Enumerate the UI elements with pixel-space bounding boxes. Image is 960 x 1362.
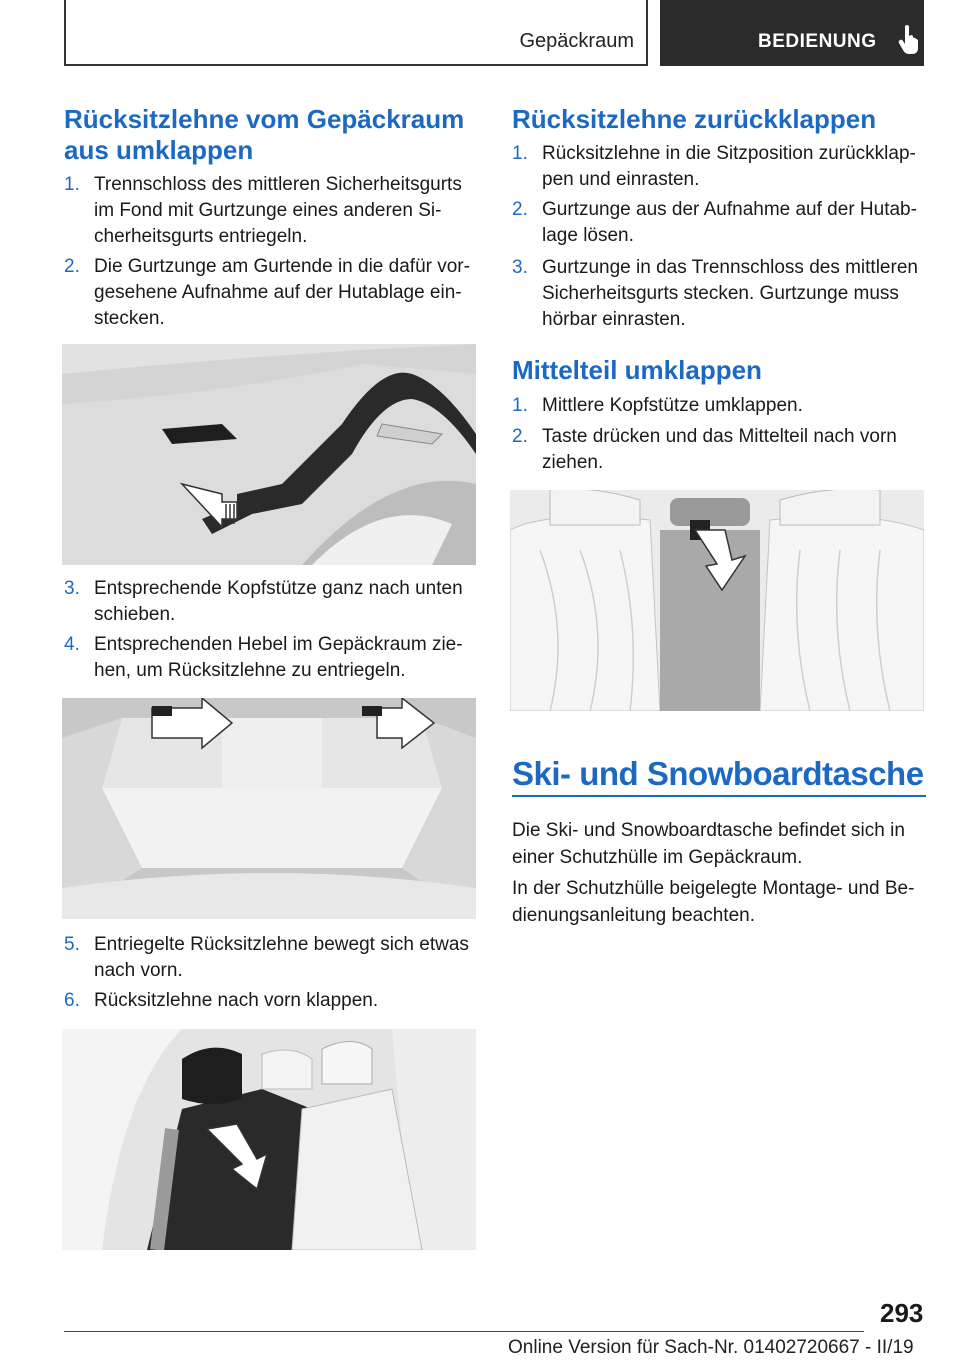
step-number: 1. xyxy=(64,174,80,195)
step-number: 6. xyxy=(64,990,80,1011)
step-text: Taste drücken und das Mittelteil nach vorn ziehen. xyxy=(542,426,897,473)
step-number: 3. xyxy=(64,578,80,599)
heading-backrest-fold-from-trunk: Rücksitzlehne vom Gepäckraum aus umklappen xyxy=(64,104,465,165)
paragraph-ski-bag-location: Die Ski- und Snowboardtasche befindet sich in einer Schutzhülle im Gepäckraum. xyxy=(512,820,905,868)
list-item xyxy=(512,255,926,335)
step-text: Gurtzunge in das Trennschloss des mittleren Sicherheitsgurts stecken. Gurtzunge muss hörbar einrasten. xyxy=(542,257,918,330)
header-section-title: Gepäckraum xyxy=(519,30,634,52)
step-text: Mittlere Kopfstütze umklappen. xyxy=(542,395,803,416)
figure-center-section xyxy=(510,490,924,711)
list-item xyxy=(64,632,476,686)
step-number: 2. xyxy=(64,256,80,277)
step-number: 3. xyxy=(512,257,528,278)
list-item xyxy=(64,576,476,630)
heading-ski-snowboard-bag: Ski- und Snowboardtasche xyxy=(512,755,924,792)
list-item xyxy=(512,424,926,478)
figure-hat-shelf-belt xyxy=(62,344,476,565)
step-number: 1. xyxy=(512,143,528,164)
step-text: Gurtzunge aus der Aufnahme auf der Hutab‐ lage lösen. xyxy=(542,199,917,246)
step-number: 2. xyxy=(512,426,528,447)
figure-center-section-illustration xyxy=(510,490,924,711)
step-number: 5. xyxy=(64,934,80,955)
step-text: Rücksitzlehne nach vorn klappen. xyxy=(94,990,379,1011)
list-item xyxy=(64,172,476,252)
page-number: 293 xyxy=(880,1298,924,1328)
step-number: 4. xyxy=(64,634,80,655)
footer-divider xyxy=(64,1331,864,1332)
pointing-hand-icon xyxy=(898,24,920,54)
step-text: Rücksitzlehne in die Sitzposition zurückklap‐ pen und einrasten. xyxy=(542,143,916,190)
step-number: 1. xyxy=(512,395,528,416)
list-item xyxy=(512,141,926,195)
list-item xyxy=(64,988,476,1016)
step-text: Die Gurtzunge am Gurtende in die dafür vor‐ gesehene Aufnahme auf der Hutablage ein‐ stecken. xyxy=(94,256,470,329)
step-text: Entriegelte Rücksitzlehne bewegt sich etwas nach vorn. xyxy=(94,934,469,981)
figure-trunk-release-levers xyxy=(62,698,476,919)
list-item xyxy=(64,254,476,334)
header-chapter-box xyxy=(660,0,924,66)
step-text: Trennschloss des mittleren Sicherheitsgurts im Fond mit Gurtzunge eines anderen Si‐ cherheitsgurts entriegeln. xyxy=(94,174,462,247)
heading-backrest-fold-back: Rücksitzlehne zurückklappen xyxy=(512,104,877,134)
heading-center-section-fold: Mittelteil umklappen xyxy=(512,355,762,385)
paragraph-ski-bag-instructions: In der Schutzhülle beigelegte Montage- und Be‐ dienungsanleitung beachten. xyxy=(512,878,915,926)
step-text: Entsprechenden Hebel im Gepäckraum zie‐ hen, um Rücksitzlehne zu entriegeln. xyxy=(94,634,463,681)
header-section-box xyxy=(64,0,648,66)
heading-rule xyxy=(512,795,926,797)
figure-rear-seat-illustration xyxy=(62,1029,476,1250)
footer-version-text: Online Version für Sach-Nr. 01402720667 - II/19 xyxy=(508,1337,914,1358)
step-number: 2. xyxy=(512,199,528,220)
list-item xyxy=(512,393,926,421)
step-text: Entsprechende Kopfstütze ganz nach unten schieben. xyxy=(94,578,463,625)
figure-backrest-fold-forward xyxy=(62,1029,476,1250)
list-item xyxy=(64,932,476,986)
figure-trunk-illustration xyxy=(62,698,476,919)
list-item xyxy=(512,197,926,251)
figure-hat-shelf-belt-illustration xyxy=(62,344,476,565)
header-chapter-title: BEDIENUNG xyxy=(758,31,877,52)
